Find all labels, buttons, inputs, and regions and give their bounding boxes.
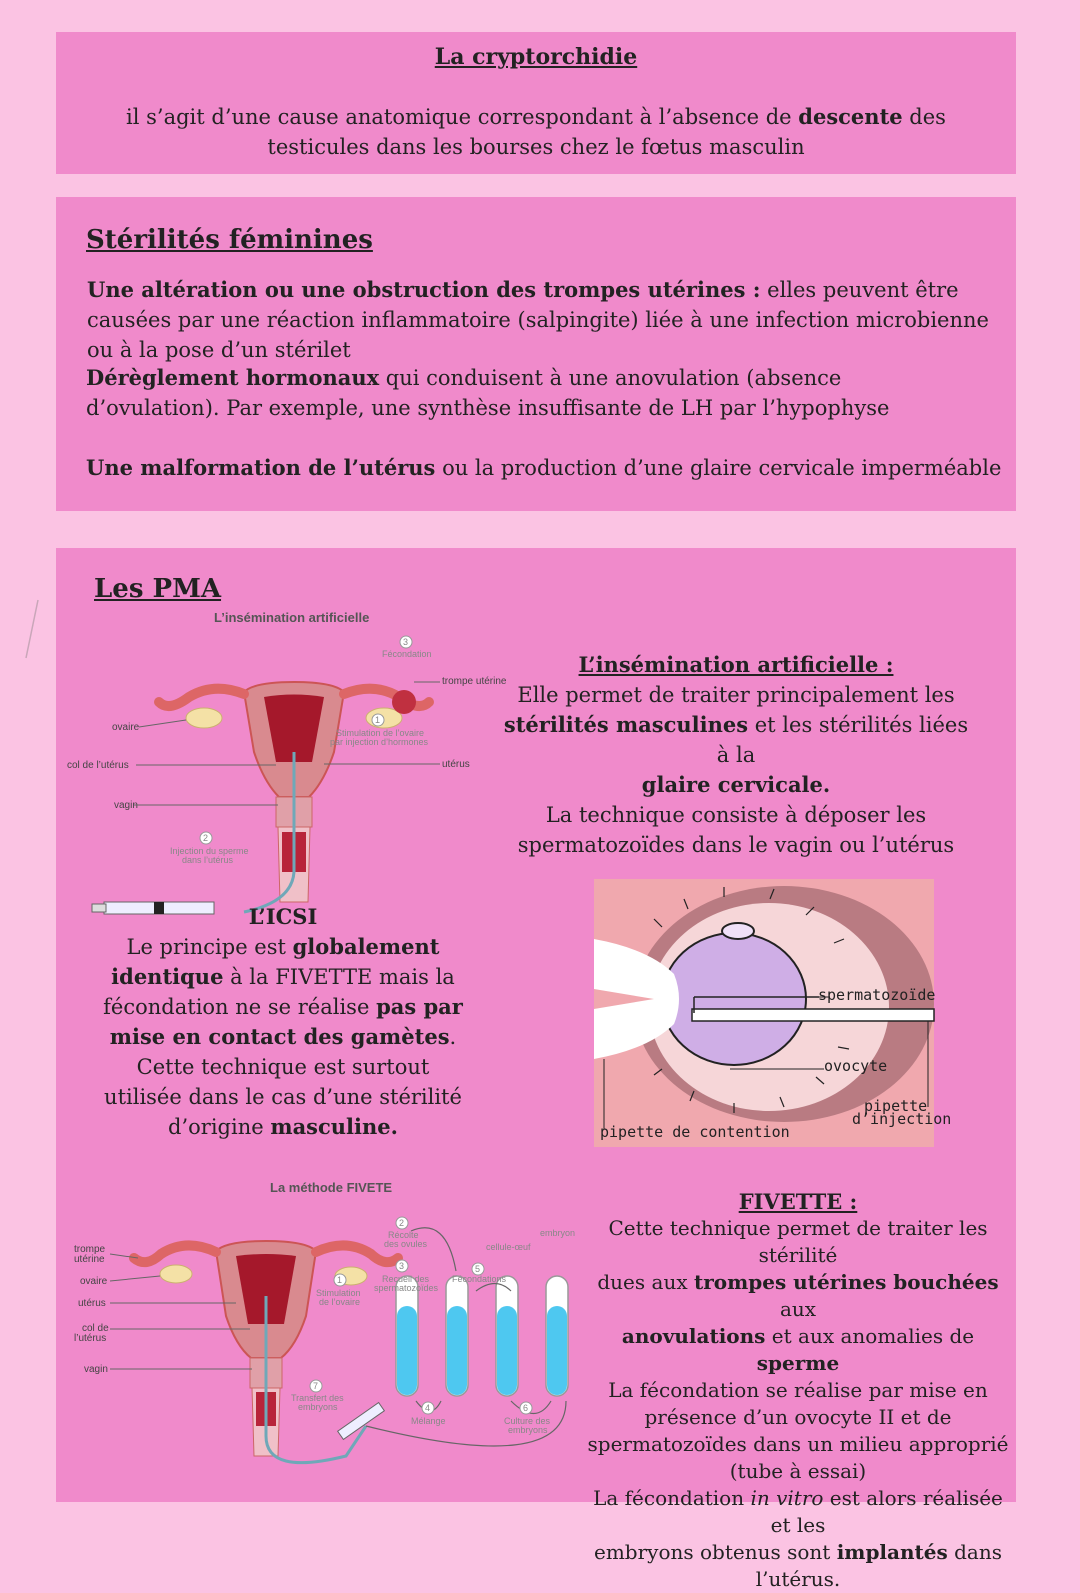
icsi-text: L’ICSI Le principe est globalement identique à la FIVETTE mais la fécondation ne se réalise pas par mise en contact des gamètes. Cette technique est surtout utilisée dans le cas d’une stérilité d’origine masculine. bbox=[98, 902, 468, 1142]
svg-text:embryons: embryons bbox=[508, 1425, 548, 1435]
svg-text:pipette de contention: pipette de contention bbox=[600, 1123, 790, 1141]
sterilites-title: Stérilités féminines bbox=[86, 225, 373, 255]
pma-title: Les PMA bbox=[94, 574, 222, 604]
cryptorchidie-box bbox=[56, 32, 1016, 174]
svg-text:pipette: pipette bbox=[864, 1097, 928, 1115]
svg-text:4: 4 bbox=[425, 1403, 431, 1413]
svg-text:Récolte: Récolte bbox=[388, 1230, 419, 1240]
svg-text:ovaire: ovaire bbox=[80, 1276, 108, 1287]
svg-text:Stimulation de l’ovaire: Stimulation de l’ovaire bbox=[336, 728, 425, 738]
svg-text:Fécondations: Fécondations bbox=[452, 1274, 507, 1284]
sterilites-box bbox=[56, 197, 1016, 511]
svg-text:Transfert des: Transfert des bbox=[291, 1393, 344, 1403]
svg-text:3: 3 bbox=[399, 1261, 405, 1271]
insemination-title: L’insémination artificielle : bbox=[578, 652, 894, 677]
svg-text:d’injection: d’injection bbox=[852, 1110, 952, 1128]
svg-text:de l’ovaire: de l’ovaire bbox=[319, 1297, 361, 1307]
sterilites-p3: Une malformation de l’utérus ou la production d’une glaire cervicale imperméable bbox=[86, 455, 1002, 480]
svg-text:spermatozoïdes: spermatozoïdes bbox=[374, 1283, 439, 1293]
svg-text:2: 2 bbox=[399, 1218, 405, 1228]
fivete-diagram bbox=[66, 1176, 586, 1476]
svg-text:L’insémination artificielle: L’insémination artificielle bbox=[214, 610, 370, 625]
svg-text:1: 1 bbox=[375, 715, 381, 725]
sterilites-p1: Une altération ou une obstruction des trompes utérines : elles peuvent être causées par une réaction inflammatoire (salpingite) liée à une infection microbienne ou à la pose d’un stérilet bbox=[87, 277, 989, 362]
svg-text:Recueil des: Recueil des bbox=[382, 1274, 430, 1284]
svg-text:par injection d’hormones: par injection d’hormones bbox=[330, 737, 429, 747]
svg-text:vagin: vagin bbox=[84, 1364, 108, 1375]
svg-text:7: 7 bbox=[313, 1381, 319, 1391]
svg-text:des ovules: des ovules bbox=[384, 1239, 428, 1249]
svg-text:ovaire: ovaire bbox=[112, 722, 140, 733]
svg-text:cellule-œuf: cellule-œuf bbox=[486, 1242, 531, 1252]
svg-text:embryon: embryon bbox=[540, 1228, 576, 1238]
svg-text:trompe utérine: trompe utérine bbox=[442, 676, 507, 687]
svg-text:La méthode FIVETE: La méthode FIVETE bbox=[270, 1180, 393, 1195]
svg-text:Mélange: Mélange bbox=[411, 1416, 446, 1426]
svg-text:6: 6 bbox=[523, 1403, 529, 1413]
svg-text:spermatozoïde: spermatozoïde bbox=[818, 986, 936, 1004]
svg-text:2: 2 bbox=[203, 833, 209, 843]
svg-text:embryons: embryons bbox=[298, 1402, 338, 1412]
svg-text:utérus: utérus bbox=[442, 759, 470, 770]
svg-text:Stimulation: Stimulation bbox=[316, 1288, 361, 1298]
svg-text:dans l’utérus: dans l’utérus bbox=[182, 855, 234, 865]
icsi-diagram bbox=[594, 879, 952, 1147]
fivete-text: FIVETTE : Cette technique permet de traiter les stérilité dues aux trompes utérines bouchées aux anovulations et aux anomalies de sperme La fécondation se réalise par mise en présence d’un ovocyte II et de spermatozoïdes dans un milieu approprié (tube à essai) La fécondation in vitro est alors réalisée et les embryons obtenus sont implantés dans l’utérus. bbox=[587, 1189, 1009, 1591]
sterilites-p2: Dérèglement hormonaux qui conduisent à une anovulation (absence d’ovulation). Par exemple, une synthèse insuffisante de LH par l’hypophyse bbox=[86, 365, 890, 420]
svg-text:1: 1 bbox=[337, 1275, 343, 1285]
insemination-text: L’insémination artificielle : Elle permet de traiter principalement les stérilités masculines et les stérilités liées à la glaire cervicale. La technique consiste à déposer les spermatozoïdes dans le vagin ou l’utérus bbox=[496, 650, 976, 860]
svg-text:3: 3 bbox=[403, 637, 409, 647]
svg-text:utérus: utérus bbox=[78, 1298, 106, 1309]
cryptorchidie-title: La cryptorchidie bbox=[434, 44, 638, 70]
svg-text:l’utérus: l’utérus bbox=[74, 1333, 107, 1344]
svg-text:Fécondation: Fécondation bbox=[382, 649, 432, 659]
svg-text:col de: col de bbox=[82, 1323, 109, 1334]
fivete-title: FIVETTE : bbox=[738, 1189, 858, 1214]
svg-text:ovocyte: ovocyte bbox=[824, 1057, 888, 1075]
svg-text:utérine: utérine bbox=[74, 1254, 105, 1265]
svg-text:Culture des: Culture des bbox=[504, 1416, 551, 1426]
svg-text:col de l’utérus: col de l’utérus bbox=[67, 760, 129, 771]
cryptorchidie-text: il s’agit d’une cause anatomique correspondant à l’absence de descente des testicules dans les bourses chez le fœtus masculin bbox=[126, 104, 946, 159]
svg-text:5: 5 bbox=[475, 1264, 481, 1274]
svg-text:vagin: vagin bbox=[114, 800, 138, 811]
insemination-diagram bbox=[64, 602, 514, 892]
svg-text:trompe: trompe bbox=[74, 1244, 106, 1255]
pma-box bbox=[56, 548, 1016, 1591]
svg-text:Injection du sperme: Injection du sperme bbox=[170, 846, 249, 856]
icsi-title: L’ICSI bbox=[248, 904, 318, 929]
